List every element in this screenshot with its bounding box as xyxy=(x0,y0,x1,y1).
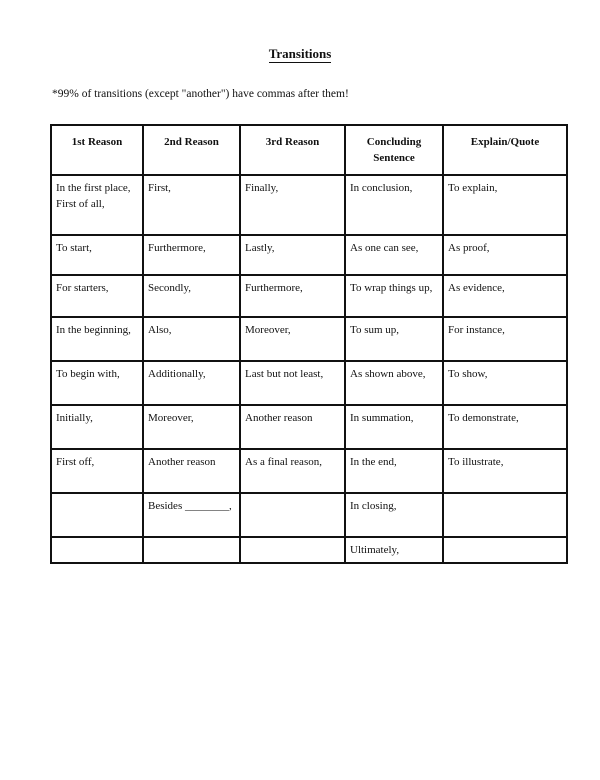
table-cell: To show, xyxy=(443,361,567,405)
table-cell: To begin with, xyxy=(51,361,143,405)
table-cell: Additionally, xyxy=(143,361,240,405)
table-cell: Ultimately, xyxy=(345,537,443,563)
table-cell: As one can see, xyxy=(345,235,443,275)
table-cell: First off, xyxy=(51,449,143,493)
table-cell xyxy=(443,493,567,537)
table-row xyxy=(51,235,567,275)
table-cell: In conclusion, xyxy=(345,175,443,235)
page-title-text: Transitions xyxy=(268,46,332,61)
table-row xyxy=(51,405,567,449)
table-row xyxy=(51,175,567,235)
table-cell: In summation, xyxy=(345,405,443,449)
table-cell: To wrap things up, xyxy=(345,275,443,317)
transitions-table xyxy=(50,124,568,564)
table-cell: Furthermore, xyxy=(240,275,345,317)
table-row xyxy=(51,449,567,493)
table-cell: For instance, xyxy=(443,317,567,361)
table-cell: Last but not least, xyxy=(240,361,345,405)
table-cell xyxy=(143,537,240,563)
table-cell: Another reason xyxy=(240,405,345,449)
table-cell: To explain, xyxy=(443,175,567,235)
table-cell: To demonstrate, xyxy=(443,405,567,449)
table-cell: Furthermore, xyxy=(143,235,240,275)
table-cell: In the beginning, xyxy=(51,317,143,361)
header-3rd-reason: 3rd Reason xyxy=(240,125,345,175)
table-cell: As evidence, xyxy=(443,275,567,317)
header-explain-quote: Explain/Quote xyxy=(443,125,567,175)
table-row xyxy=(51,361,567,405)
table-cell xyxy=(240,493,345,537)
table-cell: Lastly, xyxy=(240,235,345,275)
header-concluding-sentence: Concluding Sentence xyxy=(345,125,443,175)
table-header-row xyxy=(51,125,567,175)
table-cell: In the end, xyxy=(345,449,443,493)
table-cell xyxy=(51,493,143,537)
table-cell: As shown above, xyxy=(345,361,443,405)
comma-note: *99% of transitions (except "another") have commas after them! xyxy=(52,88,349,100)
table-cell: To sum up, xyxy=(345,317,443,361)
table-cell xyxy=(51,537,143,563)
table-cell: First, xyxy=(143,175,240,235)
table-cell: Also, xyxy=(143,317,240,361)
table-cell: Moreover, xyxy=(143,405,240,449)
table-cell xyxy=(240,537,345,563)
table-row xyxy=(51,275,567,317)
table-cell: To illustrate, xyxy=(443,449,567,493)
table-cell: Another reason xyxy=(143,449,240,493)
header-1st-reason: 1st Reason xyxy=(51,125,143,175)
table-cell: For starters, xyxy=(51,275,143,317)
table-cell: Finally, xyxy=(240,175,345,235)
table-row xyxy=(51,537,567,563)
table-cell xyxy=(443,537,567,563)
table-cell: Secondly, xyxy=(143,275,240,317)
table-cell: As a final reason, xyxy=(240,449,345,493)
table-cell: To start, xyxy=(51,235,143,275)
table-cell: As proof, xyxy=(443,235,567,275)
table-cell: Besides ________, xyxy=(143,493,240,537)
table-cell: In the first place, First of all, xyxy=(51,175,143,235)
table-cell: Initially, xyxy=(51,405,143,449)
table-cell: Moreover, xyxy=(240,317,345,361)
table-cell: In closing, xyxy=(345,493,443,537)
table-row xyxy=(51,493,567,537)
header-2nd-reason: 2nd Reason xyxy=(143,125,240,175)
table-row xyxy=(51,317,567,361)
page-title xyxy=(0,46,600,62)
